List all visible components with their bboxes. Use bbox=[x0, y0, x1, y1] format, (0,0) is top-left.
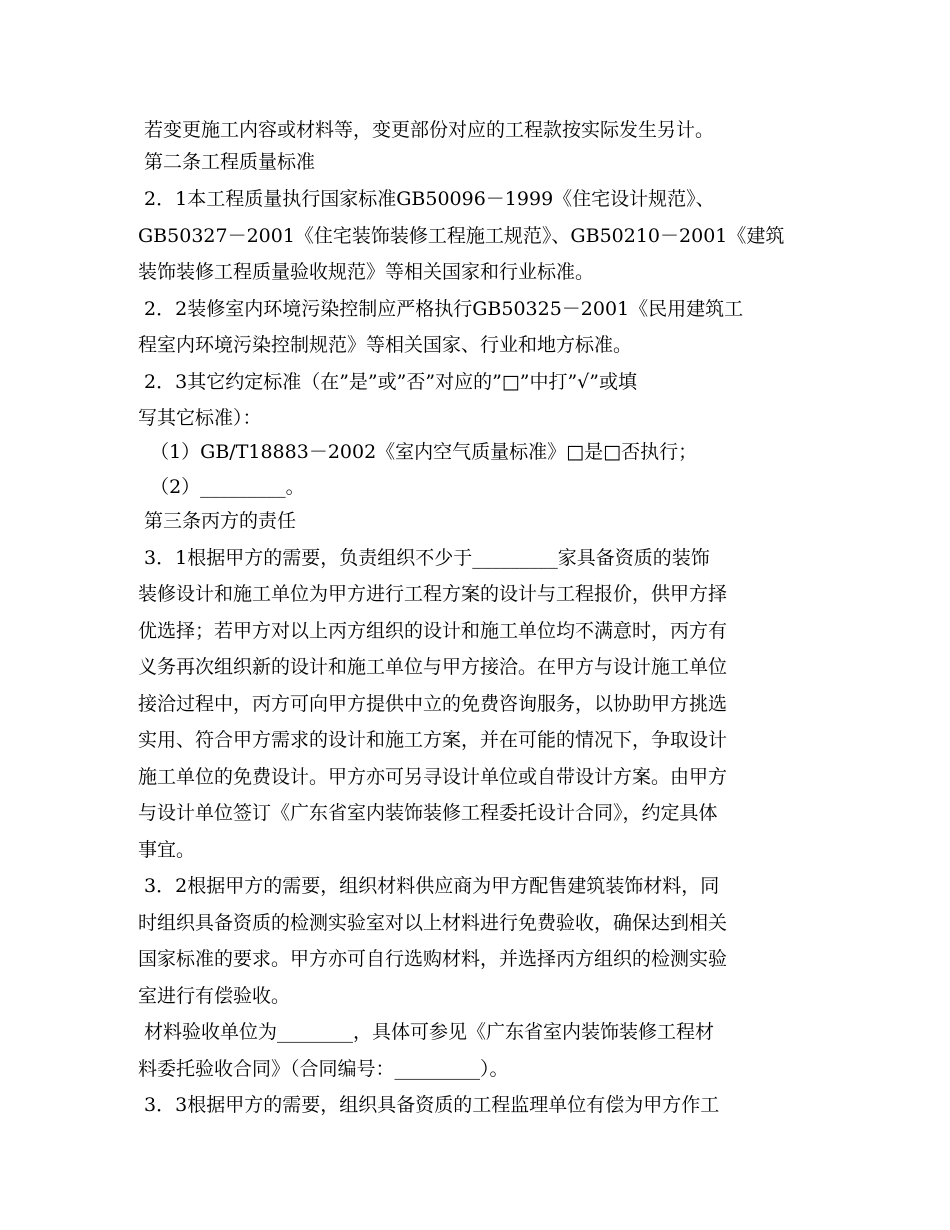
section-heading: 第三条丙方的责任 bbox=[138, 510, 297, 532]
text-line: 程室内环境污染控制规范》等相关国家、行业和地方标准。 bbox=[138, 334, 633, 356]
text-line: 2．2装修室内环境污染控制应严格执行GB50325－2001《民用建筑工 bbox=[138, 298, 744, 320]
text-line: 国家标准的要求。甲方亦可自行选购材料，并选择丙方组织的检测实验 bbox=[138, 948, 728, 970]
text-line: GB50327－2001《住宅装饰装修工程施工规范》、GB50210－2001《建筑 bbox=[138, 225, 785, 247]
text-line: 装修设计和施工单位为甲方进行工程方案的设计与工程报价，供甲方择 bbox=[138, 583, 728, 605]
text-line: （1）GB/T18883－2002《室内空气质量标准》□是□否执行； bbox=[138, 441, 698, 463]
text-line: 2．1本工程质量执行国家标准GB50096－1999《住宅设计规范》、 bbox=[138, 188, 715, 210]
text-line: 接洽过程中，丙方可向甲方提供中立的免费咨询服务，以协助甲方挑选 bbox=[138, 693, 728, 715]
text-line: 事宜。 bbox=[138, 839, 196, 861]
text-line: 3．1根据甲方的需要，负责组织不少于_________家具备资质的装饰 bbox=[138, 547, 710, 569]
text-line: 料委托验收合同》（合同编号：_________）。 bbox=[138, 1058, 509, 1080]
text-line: 3．2根据甲方的需要，组织材料供应商为甲方配售建筑装饰材料，同 bbox=[138, 875, 720, 897]
section-heading: 第二条工程质量标准 bbox=[138, 151, 316, 173]
text-line: 实用、符合甲方需求的设计和施工方案，并在可能的情况下，争取设计 bbox=[138, 729, 728, 751]
text-line: 时组织具备资质的检测实验室对以上材料进行免费验收，确保达到相关 bbox=[138, 912, 728, 934]
text-line: 若变更施工内容或材料等，变更部份对应的工程款按实际发生另计。 bbox=[138, 119, 715, 141]
text-line: 3．3根据甲方的需要，组织具备资质的工程监理单位有偿为甲方作工 bbox=[138, 1094, 720, 1116]
text-line: （2）_________。 bbox=[138, 476, 305, 498]
text-line: 与设计单位签订《广东省室内装饰装修工程委托设计合同》，约定具体 bbox=[138, 802, 718, 824]
text-line: 材料验收单位为________，具体可参见《广东省室内装饰装修工程材 bbox=[138, 1021, 715, 1043]
text-line: 义务再次组织新的设计和施工单位与甲方接洽。在甲方与设计施工单位 bbox=[138, 656, 728, 678]
text-line: 施工单位的免费设计。甲方亦可另寻设计单位或自带设计方案。由甲方 bbox=[138, 766, 728, 788]
text-line: 装饰装修工程质量验收规范》等相关国家和行业标准。 bbox=[138, 261, 595, 283]
text-line: 2．3其它约定标准（在”是”或”否”对应的”□”中打”√”或填 bbox=[138, 371, 637, 393]
text-line: 室进行有偿验收。 bbox=[138, 985, 291, 1007]
text-line: 优选择；若甲方对以上丙方组织的设计和施工单位均不满意时，丙方有 bbox=[138, 620, 728, 642]
text-line: 写其它标准）： bbox=[138, 407, 262, 429]
